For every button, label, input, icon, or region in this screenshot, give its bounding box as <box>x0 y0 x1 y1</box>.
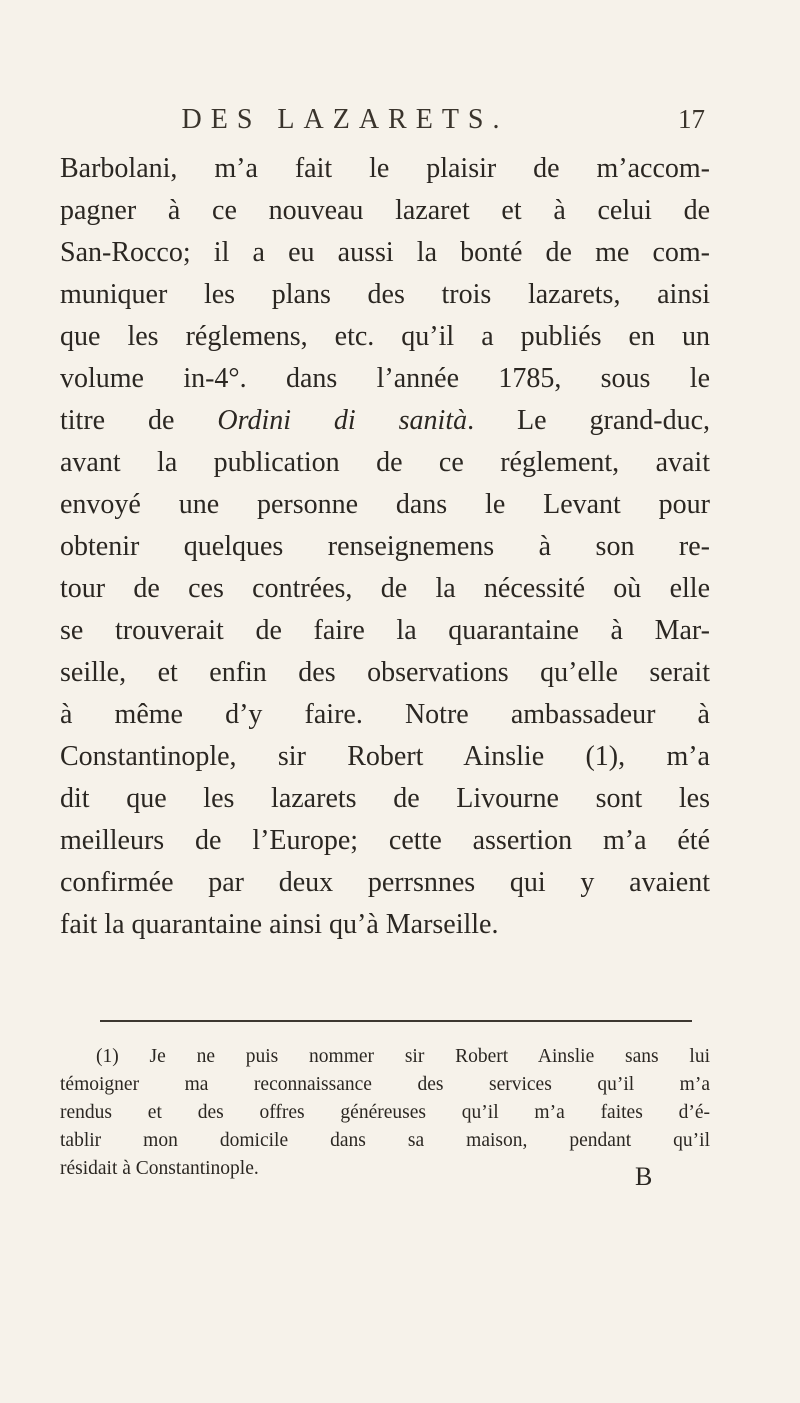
footnote-line: (1) Je ne puis nommer sir Robert Ainslie sans lui <box>96 1046 710 1067</box>
text-line: San-Rocco; il a eu aussi la bonté de me com- <box>60 237 710 268</box>
page-number: 17 <box>678 104 705 134</box>
text-line: Barbolani, m’a fait le plaisir de m’accom- <box>60 153 710 184</box>
text-line: meilleurs de l’Europe; cette assertion m’a été <box>60 825 710 856</box>
text-line: Constantinople, sir Robert Ainslie (1), m’a <box>60 741 710 772</box>
footnote-line: rendus et des offres généreuses qu’il m’a faites d’é- <box>60 1102 710 1123</box>
text-line: muniquer les plans des trois lazarets, ainsi <box>60 279 710 310</box>
footnote-line: tablir mon domicile dans sa maison, pendant qu’il <box>60 1130 710 1151</box>
text-line: dit que les lazarets de Livourne sont les <box>60 783 710 814</box>
text-line: que les réglemens, etc. qu’il a publiés en un <box>60 321 710 352</box>
main-text <box>60 148 710 946</box>
text-line-last: fait la quarantaine ainsi qu’à Marseille. <box>60 909 499 940</box>
text-line: avant la publication de ce réglement, avait <box>60 447 710 478</box>
text-line: obtenir quelques renseignemens à son re- <box>60 531 710 562</box>
text-line: se trouverait de faire la quarantaine à Mar- <box>60 615 710 646</box>
footnote <box>60 1043 710 1183</box>
running-head: DES LAZARETS. <box>181 104 509 135</box>
text-line: seille, et enfin des observations qu’elle serait <box>60 657 710 688</box>
text-line: envoyé une personne dans le Levant pour <box>60 489 710 520</box>
page-header <box>110 104 705 144</box>
text-line: volume in-4°. dans l’année 1785, sous le <box>60 363 710 394</box>
book-title: Ordini di sanità <box>217 405 468 436</box>
signature-mark: B <box>635 1162 653 1191</box>
text-line: à même d’y faire. Notre ambassadeur à <box>60 699 710 730</box>
text-line-with-title: titre de Ordini di sanità. Le grand-duc, <box>60 405 710 436</box>
text-line: tour de ces contrées, de la nécessité où elle <box>60 573 710 604</box>
footnote-line: témoigner ma reconnaissance des services qu’il m’a <box>60 1074 710 1095</box>
footnote-line-last: résidait à Constantinople. <box>60 1158 259 1179</box>
text-line: pagner à ce nouveau lazaret et à celui de <box>60 195 710 226</box>
text-line: confirmée par deux perrsnnes qui y avaient <box>60 867 710 898</box>
footnote-divider <box>100 1020 692 1022</box>
